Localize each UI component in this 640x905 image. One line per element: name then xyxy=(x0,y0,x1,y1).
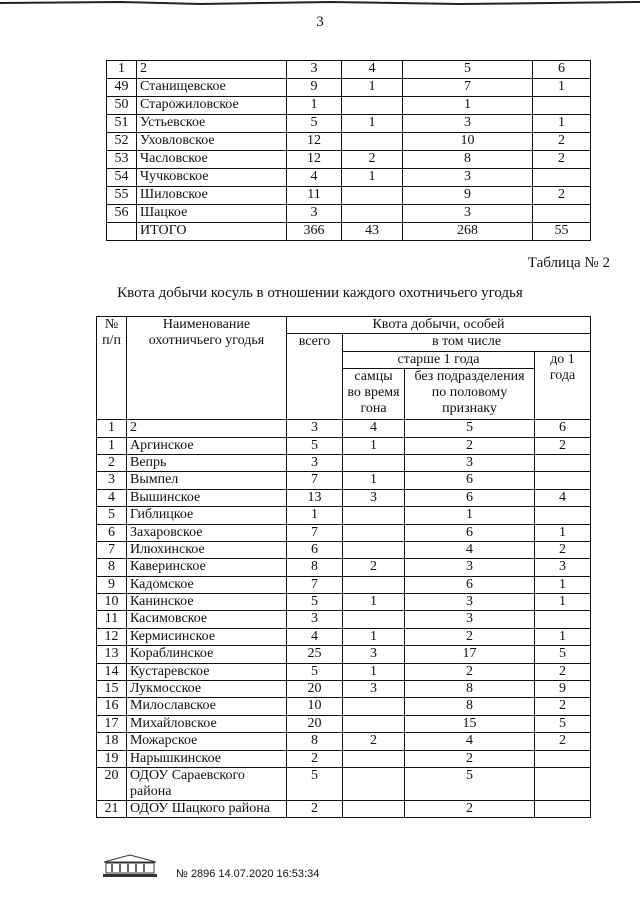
table-row xyxy=(97,437,591,454)
table-cell: 1 xyxy=(342,115,403,133)
header-nodiv: без подразделения по половому признаку xyxy=(405,369,535,420)
table-cell: 5 xyxy=(405,767,535,800)
table-cell: 1 xyxy=(342,169,403,187)
table-cell: 5 xyxy=(405,420,535,437)
table-cell: 3 xyxy=(403,205,533,223)
table-cell: Уховловское xyxy=(137,133,287,151)
table-cell: 3 xyxy=(287,205,342,223)
table-cell: 6 xyxy=(405,524,535,541)
table-cell: 3 xyxy=(405,611,535,628)
table-cell: 3 xyxy=(343,681,405,698)
table-cell: 55 xyxy=(533,223,591,241)
table-cell: 5 xyxy=(403,61,533,79)
table-cell: 3 xyxy=(287,454,343,471)
table-row xyxy=(107,115,591,133)
table-cell: 3 xyxy=(287,61,342,79)
table-cell: 6 xyxy=(97,524,127,541)
table-cell: 7 xyxy=(403,79,533,97)
table-cell: 9 xyxy=(97,576,127,593)
table-row xyxy=(97,663,591,680)
table-cell: Михайловское xyxy=(127,715,287,732)
table-cell: 19 xyxy=(97,750,127,767)
table-cell: 1 xyxy=(97,420,127,437)
table-cell: 5 xyxy=(535,715,591,732)
table-cell: ОДОУ Сараевского района xyxy=(127,767,287,800)
table-cell: 1 xyxy=(343,663,405,680)
table-cell xyxy=(343,611,405,628)
table-row xyxy=(97,524,591,541)
table-cell: Аргинское xyxy=(127,437,287,454)
table-cell: Гиблицкое xyxy=(127,507,287,524)
table-cell: 1 xyxy=(343,628,405,645)
table-cell: 6 xyxy=(535,420,591,437)
table-cell: 2 xyxy=(343,559,405,576)
table-cell: 20 xyxy=(287,715,343,732)
table-cell: 2 xyxy=(127,420,287,437)
table-cell: 1 xyxy=(343,437,405,454)
table-cell: Шацкое xyxy=(137,205,287,223)
table-cell: 1 xyxy=(97,437,127,454)
table-cell: 2 xyxy=(533,133,591,151)
table-header-row xyxy=(107,61,591,79)
table-cell: 1 xyxy=(405,507,535,524)
table-cell: Захаровское xyxy=(127,524,287,541)
table-row xyxy=(107,187,591,205)
table-cell: 1 xyxy=(287,97,342,115)
table-1-continuation xyxy=(106,60,591,241)
table-cell: 9 xyxy=(535,681,591,698)
table-cell: 2 xyxy=(287,800,343,817)
table-cell: 2 xyxy=(535,541,591,558)
table-cell: 5 xyxy=(535,646,591,663)
table-cell: 4 xyxy=(405,541,535,558)
table-cell: 3 xyxy=(405,559,535,576)
header-including: в том числе xyxy=(343,334,591,351)
table-cell: 20 xyxy=(287,681,343,698)
table-row xyxy=(97,750,591,767)
table-row xyxy=(97,576,591,593)
table-cell: 6 xyxy=(405,489,535,506)
table-cell xyxy=(343,715,405,732)
table-cell: Милославское xyxy=(127,698,287,715)
registration-stamp: № 2896 14.07.2020 16:53:34 xyxy=(176,868,320,880)
table-cell: Лукмосское xyxy=(127,681,287,698)
table-cell: 18 xyxy=(97,733,127,750)
table-cell: 54 xyxy=(107,169,137,187)
table-cell: 4 xyxy=(287,628,343,645)
table-cell: 1 xyxy=(533,115,591,133)
header-name: Наименование охотничьего угодья xyxy=(127,317,287,420)
table-cell: 3 xyxy=(97,472,127,489)
table-cell xyxy=(107,223,137,241)
table-cell: 4 xyxy=(342,61,403,79)
table-cell: Каверинское xyxy=(127,559,287,576)
page-number: 3 xyxy=(316,14,324,30)
table-cell xyxy=(343,454,405,471)
table-cell: Вымпел xyxy=(127,472,287,489)
table-cell xyxy=(533,205,591,223)
table-cell: 8 xyxy=(287,559,343,576)
table-cell: 15 xyxy=(405,715,535,732)
table-cell: Кадомское xyxy=(127,576,287,593)
table-cell: 10 xyxy=(287,698,343,715)
table-row xyxy=(97,611,591,628)
table-cell: 5 xyxy=(287,663,343,680)
table-cell: 14 xyxy=(97,663,127,680)
table-cell xyxy=(535,472,591,489)
table-cell: 2 xyxy=(533,151,591,169)
table-cell: 8 xyxy=(287,733,343,750)
table-row xyxy=(107,223,591,241)
table-cell: 1 xyxy=(342,79,403,97)
table-cell: 3 xyxy=(535,559,591,576)
table-cell: 2 xyxy=(137,61,287,79)
table-cell: 1 xyxy=(343,594,405,611)
table-cell: 2 xyxy=(343,733,405,750)
table-cell: 52 xyxy=(107,133,137,151)
table-cell: 2 xyxy=(342,151,403,169)
table-cell: 6 xyxy=(405,472,535,489)
table-cell: 10 xyxy=(403,133,533,151)
table-cell: 2 xyxy=(535,663,591,680)
table-cell: 6 xyxy=(287,541,343,558)
table-cell: 5 xyxy=(287,437,343,454)
table-row xyxy=(97,628,591,645)
table-cell xyxy=(343,767,405,800)
table-cell xyxy=(535,454,591,471)
table-cell: Илюхинское xyxy=(127,541,287,558)
header-males: самцы во время гона xyxy=(343,369,405,420)
table-cell: 53 xyxy=(107,151,137,169)
table-cell: 10 xyxy=(97,594,127,611)
table-cell: 2 xyxy=(405,628,535,645)
table-cell: 12 xyxy=(287,151,342,169)
column-numbers-row xyxy=(97,420,591,437)
table-cell: 7 xyxy=(97,541,127,558)
table-row xyxy=(97,472,591,489)
table-cell xyxy=(342,133,403,151)
table-cell: 11 xyxy=(97,611,127,628)
table-row xyxy=(97,454,591,471)
table-cell: Касимовское xyxy=(127,611,287,628)
table-cell xyxy=(535,750,591,767)
table-row xyxy=(97,489,591,506)
table-cell: 13 xyxy=(287,489,343,506)
table-cell: 8 xyxy=(405,681,535,698)
table-cell: 7 xyxy=(287,576,343,593)
header-num: № п/п xyxy=(97,317,127,420)
table-cell: 17 xyxy=(405,646,535,663)
table-cell: Устьевское xyxy=(137,115,287,133)
table-cell: Шиловское xyxy=(137,187,287,205)
table-cell: 5 xyxy=(287,115,342,133)
table-cell: 2 xyxy=(535,733,591,750)
table-cell xyxy=(342,97,403,115)
table-cell: Чучковское xyxy=(137,169,287,187)
table-cell: 3 xyxy=(343,646,405,663)
table-cell: 1 xyxy=(535,628,591,645)
table-cell: 1 xyxy=(403,97,533,115)
table-cell: 2 xyxy=(405,800,535,817)
table-row xyxy=(97,594,591,611)
table-cell: 3 xyxy=(343,489,405,506)
table-row xyxy=(97,767,591,800)
table-cell xyxy=(533,97,591,115)
table-cell: Нарышкинское xyxy=(127,750,287,767)
table-row xyxy=(97,733,591,750)
table-cell xyxy=(535,611,591,628)
table-row xyxy=(97,507,591,524)
table-row xyxy=(97,541,591,558)
table-cell: 3 xyxy=(287,611,343,628)
table-cell: 17 xyxy=(97,715,127,732)
table-row xyxy=(97,646,591,663)
table-row xyxy=(107,169,591,187)
table-row xyxy=(97,681,591,698)
table-cell: 6 xyxy=(533,61,591,79)
table-cell: Вышинское xyxy=(127,489,287,506)
table-cell: 7 xyxy=(287,472,343,489)
table-cell xyxy=(535,767,591,800)
table-cell: Часловское xyxy=(137,151,287,169)
table-cell xyxy=(533,169,591,187)
table-cell: 5 xyxy=(287,594,343,611)
table-cell: 12 xyxy=(97,628,127,645)
table-cell: 2 xyxy=(535,698,591,715)
table-cell: 2 xyxy=(405,663,535,680)
table-cell: 2 xyxy=(535,437,591,454)
table-cell: Станищевское xyxy=(137,79,287,97)
table-cell: 11 xyxy=(287,187,342,205)
table-cell: 1 xyxy=(107,61,137,79)
table-cell: 1 xyxy=(343,472,405,489)
table-cell: 1 xyxy=(287,507,343,524)
table-cell: 56 xyxy=(107,205,137,223)
table-cell xyxy=(343,524,405,541)
table-title: Квота добычи косуль в отношении каждого охотничьего угодья xyxy=(117,285,523,301)
table-cell: 1 xyxy=(533,79,591,97)
table-cell: 2 xyxy=(287,750,343,767)
table-row xyxy=(107,79,591,97)
header-under1: до 1 года xyxy=(535,351,591,419)
table-cell: 8 xyxy=(405,698,535,715)
table-cell xyxy=(535,507,591,524)
table-cell: 268 xyxy=(403,223,533,241)
table-cell: 9 xyxy=(403,187,533,205)
table-cell: 5 xyxy=(287,767,343,800)
table-cell: 1 xyxy=(535,524,591,541)
table-cell: 51 xyxy=(107,115,137,133)
table-cell: 366 xyxy=(287,223,342,241)
table-row xyxy=(97,559,591,576)
table-cell: 21 xyxy=(97,800,127,817)
scan-top-edge xyxy=(0,0,640,10)
table-cell: Канинское xyxy=(127,594,287,611)
table-cell xyxy=(343,750,405,767)
header-quota: Квота добычи, особей xyxy=(287,317,591,334)
table-cell: Вепрь xyxy=(127,454,287,471)
table-row xyxy=(97,715,591,732)
table-cell: Можарское xyxy=(127,733,287,750)
table-cell: Кораблинское xyxy=(127,646,287,663)
table-cell: 25 xyxy=(287,646,343,663)
table-cell: 4 xyxy=(343,420,405,437)
table-cell: 8 xyxy=(403,151,533,169)
table-cell: ОДОУ Шацкого района xyxy=(127,800,287,817)
table-cell: 4 xyxy=(535,489,591,506)
table-cell: 3 xyxy=(403,115,533,133)
table-cell: 1 xyxy=(535,594,591,611)
table-cell: 4 xyxy=(405,733,535,750)
table-cell xyxy=(342,187,403,205)
table-cell: 4 xyxy=(97,489,127,506)
table-cell xyxy=(343,576,405,593)
table-cell: 16 xyxy=(97,698,127,715)
table-cell: 13 xyxy=(97,646,127,663)
table-cell: Кермисинское xyxy=(127,628,287,645)
table-cell: 55 xyxy=(107,187,137,205)
table-cell: 3 xyxy=(405,594,535,611)
table-cell: 2 xyxy=(97,454,127,471)
table-cell: 3 xyxy=(403,169,533,187)
table-cell: 1 xyxy=(535,576,591,593)
table-cell: 12 xyxy=(287,133,342,151)
table-cell: 4 xyxy=(287,169,342,187)
table-row xyxy=(107,151,591,169)
table-cell xyxy=(343,698,405,715)
table-cell: 8 xyxy=(97,559,127,576)
table-cell: 3 xyxy=(287,420,343,437)
table-2-roe-deer-quota xyxy=(96,316,591,818)
table-cell xyxy=(343,507,405,524)
header-total: всего xyxy=(287,334,343,420)
table-cell: 3 xyxy=(405,454,535,471)
table-row xyxy=(107,97,591,115)
table-cell: 20 xyxy=(97,767,127,800)
table-row xyxy=(107,133,591,151)
table-cell: 50 xyxy=(107,97,137,115)
table-row xyxy=(97,800,591,817)
table-cell: 5 xyxy=(97,507,127,524)
building-stamp-icon xyxy=(100,852,160,878)
table-cell: Кустаревское xyxy=(127,663,287,680)
table-cell xyxy=(342,205,403,223)
table-caption: Таблица № 2 xyxy=(527,255,610,271)
table-cell xyxy=(343,541,405,558)
table-cell xyxy=(343,800,405,817)
table-row xyxy=(107,205,591,223)
table-cell: 49 xyxy=(107,79,137,97)
table-cell: ИТОГО xyxy=(137,223,287,241)
table-cell: 2 xyxy=(405,750,535,767)
table-cell: 15 xyxy=(97,681,127,698)
table-cell: Старожиловское xyxy=(137,97,287,115)
table-row xyxy=(97,698,591,715)
table-cell: 7 xyxy=(287,524,343,541)
header-older: старше 1 года xyxy=(343,351,535,368)
table-cell: 2 xyxy=(533,187,591,205)
table-cell: 6 xyxy=(405,576,535,593)
table-cell xyxy=(535,800,591,817)
table-cell: 43 xyxy=(342,223,403,241)
table-cell: 9 xyxy=(287,79,342,97)
table-cell: 2 xyxy=(405,437,535,454)
